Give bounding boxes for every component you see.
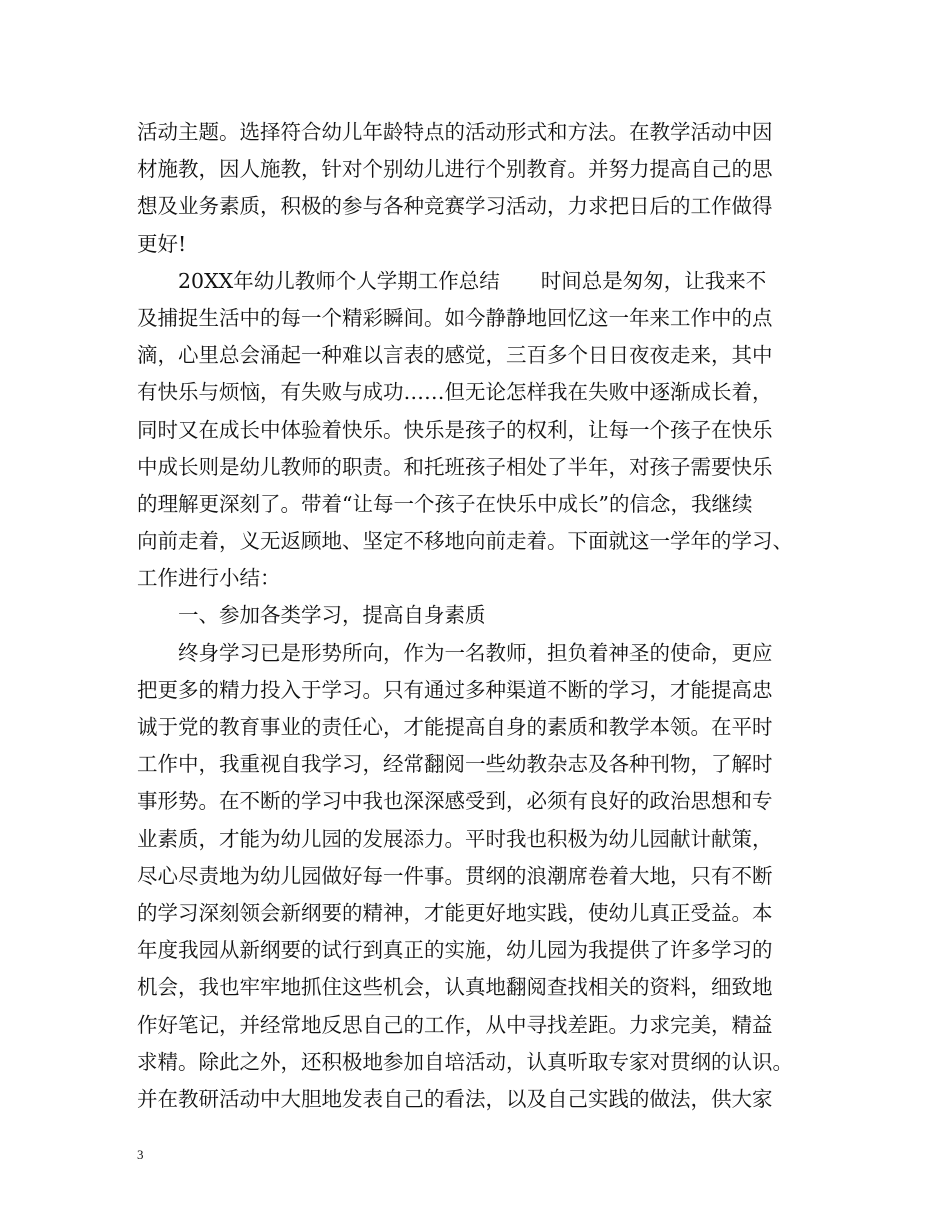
text-line: 把更多的精力投入于学习。只有通过多种渠道不断的学习，才能提高忠	[137, 677, 773, 702]
text-line: 并在教研活动中大胆地发表自己的看法，以及自己实践的做法，供大家	[137, 1086, 773, 1111]
text-line: 诚于党的教育事业的责任心，才能提高自身的素质和教学本领。在平时	[137, 715, 773, 739]
page-number: 3	[137, 1147, 144, 1162]
text-line: 尽心尽责地为幼儿园做好每一件事。贯纲的浪潮席卷着大地，只有不断	[137, 863, 773, 888]
text-line: 及捕捉生活中的每一个精彩瞬间。如今静静地回忆这一年来工作中的点	[137, 305, 773, 330]
text-line: 工作进行小结：	[137, 566, 281, 591]
text-line: 20XX年幼儿教师个人学期工作总结 时间总是匆匆，让我来不	[178, 268, 767, 293]
text-line: 的理解更深刻了。带着“让每一个孩子在快乐中成长”的信念，我继续	[137, 491, 753, 516]
text-line: 一、参加各类学习，提高自身素质	[178, 603, 486, 628]
text-line: 的学习深刻领会新纲要的精神，才能更好地实践，使幼儿真正受益。本	[137, 900, 773, 925]
text-line: 有快乐与烦恼，有失败与成功……但无论怎样我在失败中逐渐成长着，	[137, 380, 773, 405]
text-line: 事形势。在不断的学习中我也深深感受到，必须有良好的政治思想和专	[137, 789, 773, 814]
text-line: 想及业务素质，积极的参与各种竞赛学习活动，力求把日后的工作做得	[137, 194, 773, 219]
text-line: 材施教，因人施教，针对个别幼儿进行个别教育。并努力提高自己的思	[137, 157, 773, 182]
text-line: 机会，我也牢牢地抓住这些机会，认真地翻阅查找相关的资料，细致地	[137, 975, 773, 1000]
text-line: 工作中，我重视自我学习，经常翻阅一些幼教杂志及各种刊物，了解时	[137, 752, 773, 777]
text-line: 求精。除此之外，还积极地参加自培活动，认真听取专家对贯纲的认识。	[137, 1049, 793, 1074]
text-line: 同时又在成长中体验着快乐。快乐是孩子的权利，让每一个孩子在快乐	[137, 417, 773, 442]
text-line: 向前走着，义无返顾地、坚定不移地向前走着。下面就这一学年的学习、	[137, 529, 793, 554]
text-line: 中成长则是幼儿教师的职责。和托班孩子相处了半年，对孩子需要快乐	[137, 454, 773, 479]
text-line: 滴，心里总会涌起一种难以言表的感觉，三百多个日日夜夜走来，其中	[137, 343, 773, 368]
text-line: 年度我园从新纲要的试行到真正的实施，幼儿园为我提供了许多学习的	[137, 938, 773, 963]
text-line: 终身学习已是形势所向，作为一名教师，担负着神圣的使命，更应	[178, 640, 773, 665]
text-line: 活动主题。选择符合幼儿年龄特点的活动形式和方法。在教学活动中因	[137, 120, 773, 144]
text-line: 作好笔记，并经常地反思自己的工作，从中寻找差距。力求完美，精益	[137, 1012, 773, 1037]
text-line: 更好!	[137, 231, 187, 256]
text-line: 业素质，才能为幼儿园的发展添力。平时我也积极为幼儿园献计献策，	[137, 826, 773, 851]
body-text	[137, 114, 827, 1118]
